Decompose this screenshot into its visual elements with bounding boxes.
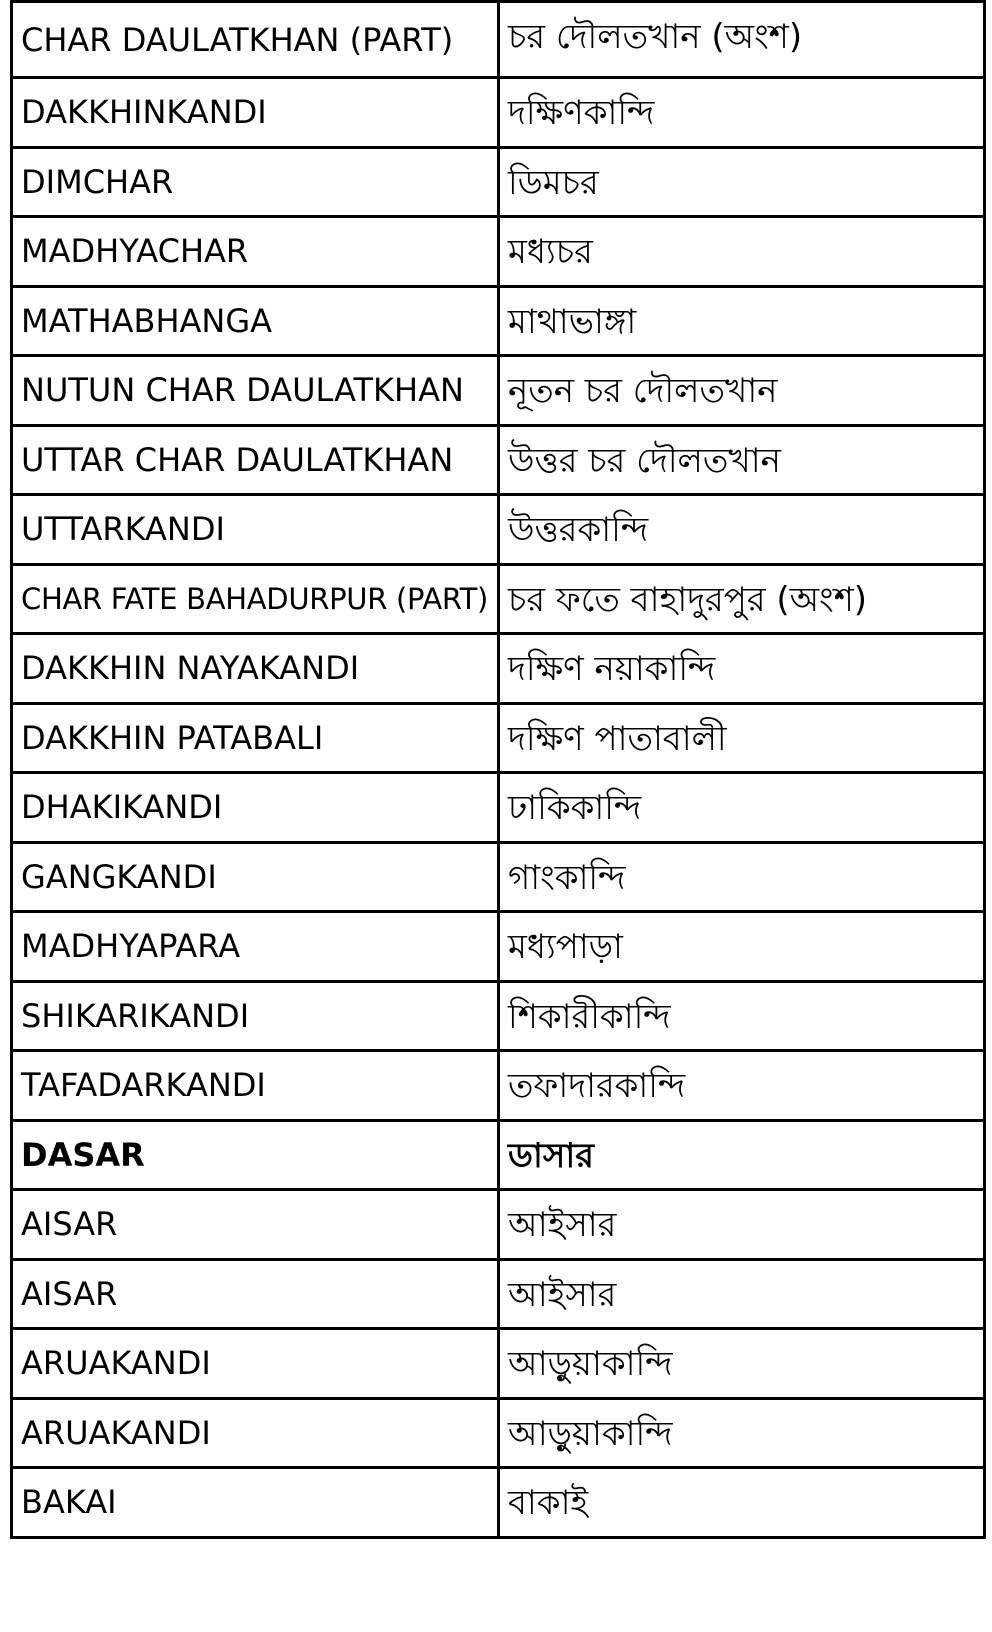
bengali-name-cell: মধ্যপাড়া <box>508 927 623 967</box>
table-row <box>13 563 983 633</box>
table-row <box>13 146 983 216</box>
bengali-name-cell: উত্তরকান্দি <box>508 510 649 550</box>
bengali-name-cell: মধ্যচর <box>508 232 593 272</box>
english-name-cell: UTTAR CHAR DAULATKHAN <box>13 427 500 494</box>
english-name-cell: DHAKIKANDI <box>13 774 500 841</box>
table-row <box>13 493 983 563</box>
english-name-cell: UTTARKANDI <box>13 496 500 563</box>
table-row <box>13 632 983 702</box>
english-name-cell: AISAR <box>13 1261 500 1328</box>
english-name-cell: SHIKARIKANDI <box>13 983 500 1050</box>
english-name-cell: DIMCHAR <box>13 149 500 216</box>
table-row <box>13 910 983 980</box>
english-name-cell: CHAR DAULATKHAN (PART) <box>13 3 500 76</box>
table-row <box>13 1397 983 1467</box>
english-name-cell: MADHYAPARA <box>13 913 500 980</box>
table-row <box>13 771 983 841</box>
table-row <box>13 215 983 285</box>
english-name-cell: DAKKHINKANDI <box>13 79 500 146</box>
bengali-name-cell: বাকাই <box>508 1483 589 1523</box>
table-row <box>13 424 983 494</box>
bengali-name-cell: তফাদারকান্দি <box>508 1066 686 1106</box>
english-name-cell: AISAR <box>13 1191 500 1258</box>
bengali-name-cell: ঢাকিকান্দি <box>508 788 642 828</box>
table-row <box>13 0 983 76</box>
table-row <box>13 285 983 355</box>
table-row <box>13 1049 983 1119</box>
bengali-name-cell: মাথাভাঙ্গা <box>508 301 637 342</box>
bengali-name-cell: আড়ুয়াকান্দি <box>508 1413 673 1454</box>
bengali-name-cell: দক্ষিণ নয়াকান্দি <box>508 649 716 689</box>
english-name-cell: TAFADARKANDI <box>13 1052 500 1119</box>
english-name-cell: ARUAKANDI <box>13 1330 500 1397</box>
table-row <box>13 841 983 911</box>
english-name-cell: CHAR FATE BAHADURPUR (PART) <box>13 566 500 633</box>
bengali-name-cell: আইসার <box>508 1205 617 1245</box>
bengali-name-cell: শিকারীকান্দি <box>508 996 671 1037</box>
table-row <box>13 76 983 146</box>
table-row <box>13 702 983 772</box>
table-row <box>13 1258 983 1328</box>
english-name-cell: MADHYACHAR <box>13 218 500 285</box>
table-row-header <box>13 1119 983 1189</box>
place-name-table <box>10 0 986 1539</box>
bengali-name-cell: আইসার <box>508 1274 617 1315</box>
english-name-cell: DASAR <box>13 1122 500 1189</box>
english-name-cell: DAKKHIN PATABALI <box>13 705 500 772</box>
bengali-name-cell: দক্ষিণ পাতাবালী <box>508 718 727 759</box>
bengali-name-cell: আড়ুয়াকান্দি <box>508 1344 673 1384</box>
table-row <box>13 1188 983 1258</box>
english-name-cell: BAKAI <box>13 1469 500 1536</box>
bengali-name-cell: চর দৌলতখান (অংশ) <box>508 17 803 57</box>
bengali-name-cell: নূতন চর দৌলতখান <box>508 371 778 411</box>
bengali-name-cell: উত্তর চর দৌলতখান <box>508 440 781 481</box>
table-row <box>13 1327 983 1397</box>
table-row <box>13 980 983 1050</box>
table-row <box>13 354 983 424</box>
english-name-cell: GANGKANDI <box>13 844 500 911</box>
bengali-name-cell: দক্ষিণকান্দি <box>508 93 655 133</box>
english-name-cell: ARUAKANDI <box>13 1400 500 1467</box>
bengali-name-cell: গাংকান্দি <box>508 857 626 898</box>
english-name-cell: MATHABHANGA <box>13 288 500 355</box>
english-name-cell: NUTUN CHAR DAULATKHAN <box>13 357 500 424</box>
bengali-name-cell: চর ফতে বাহাদুরপুর (অংশ) <box>508 579 868 620</box>
bengali-name-cell: ডাসার <box>508 1135 594 1176</box>
bengali-name-cell: ডিমচর <box>508 162 599 203</box>
table-row <box>13 1466 983 1536</box>
english-name-cell: DAKKHIN NAYAKANDI <box>13 635 500 702</box>
